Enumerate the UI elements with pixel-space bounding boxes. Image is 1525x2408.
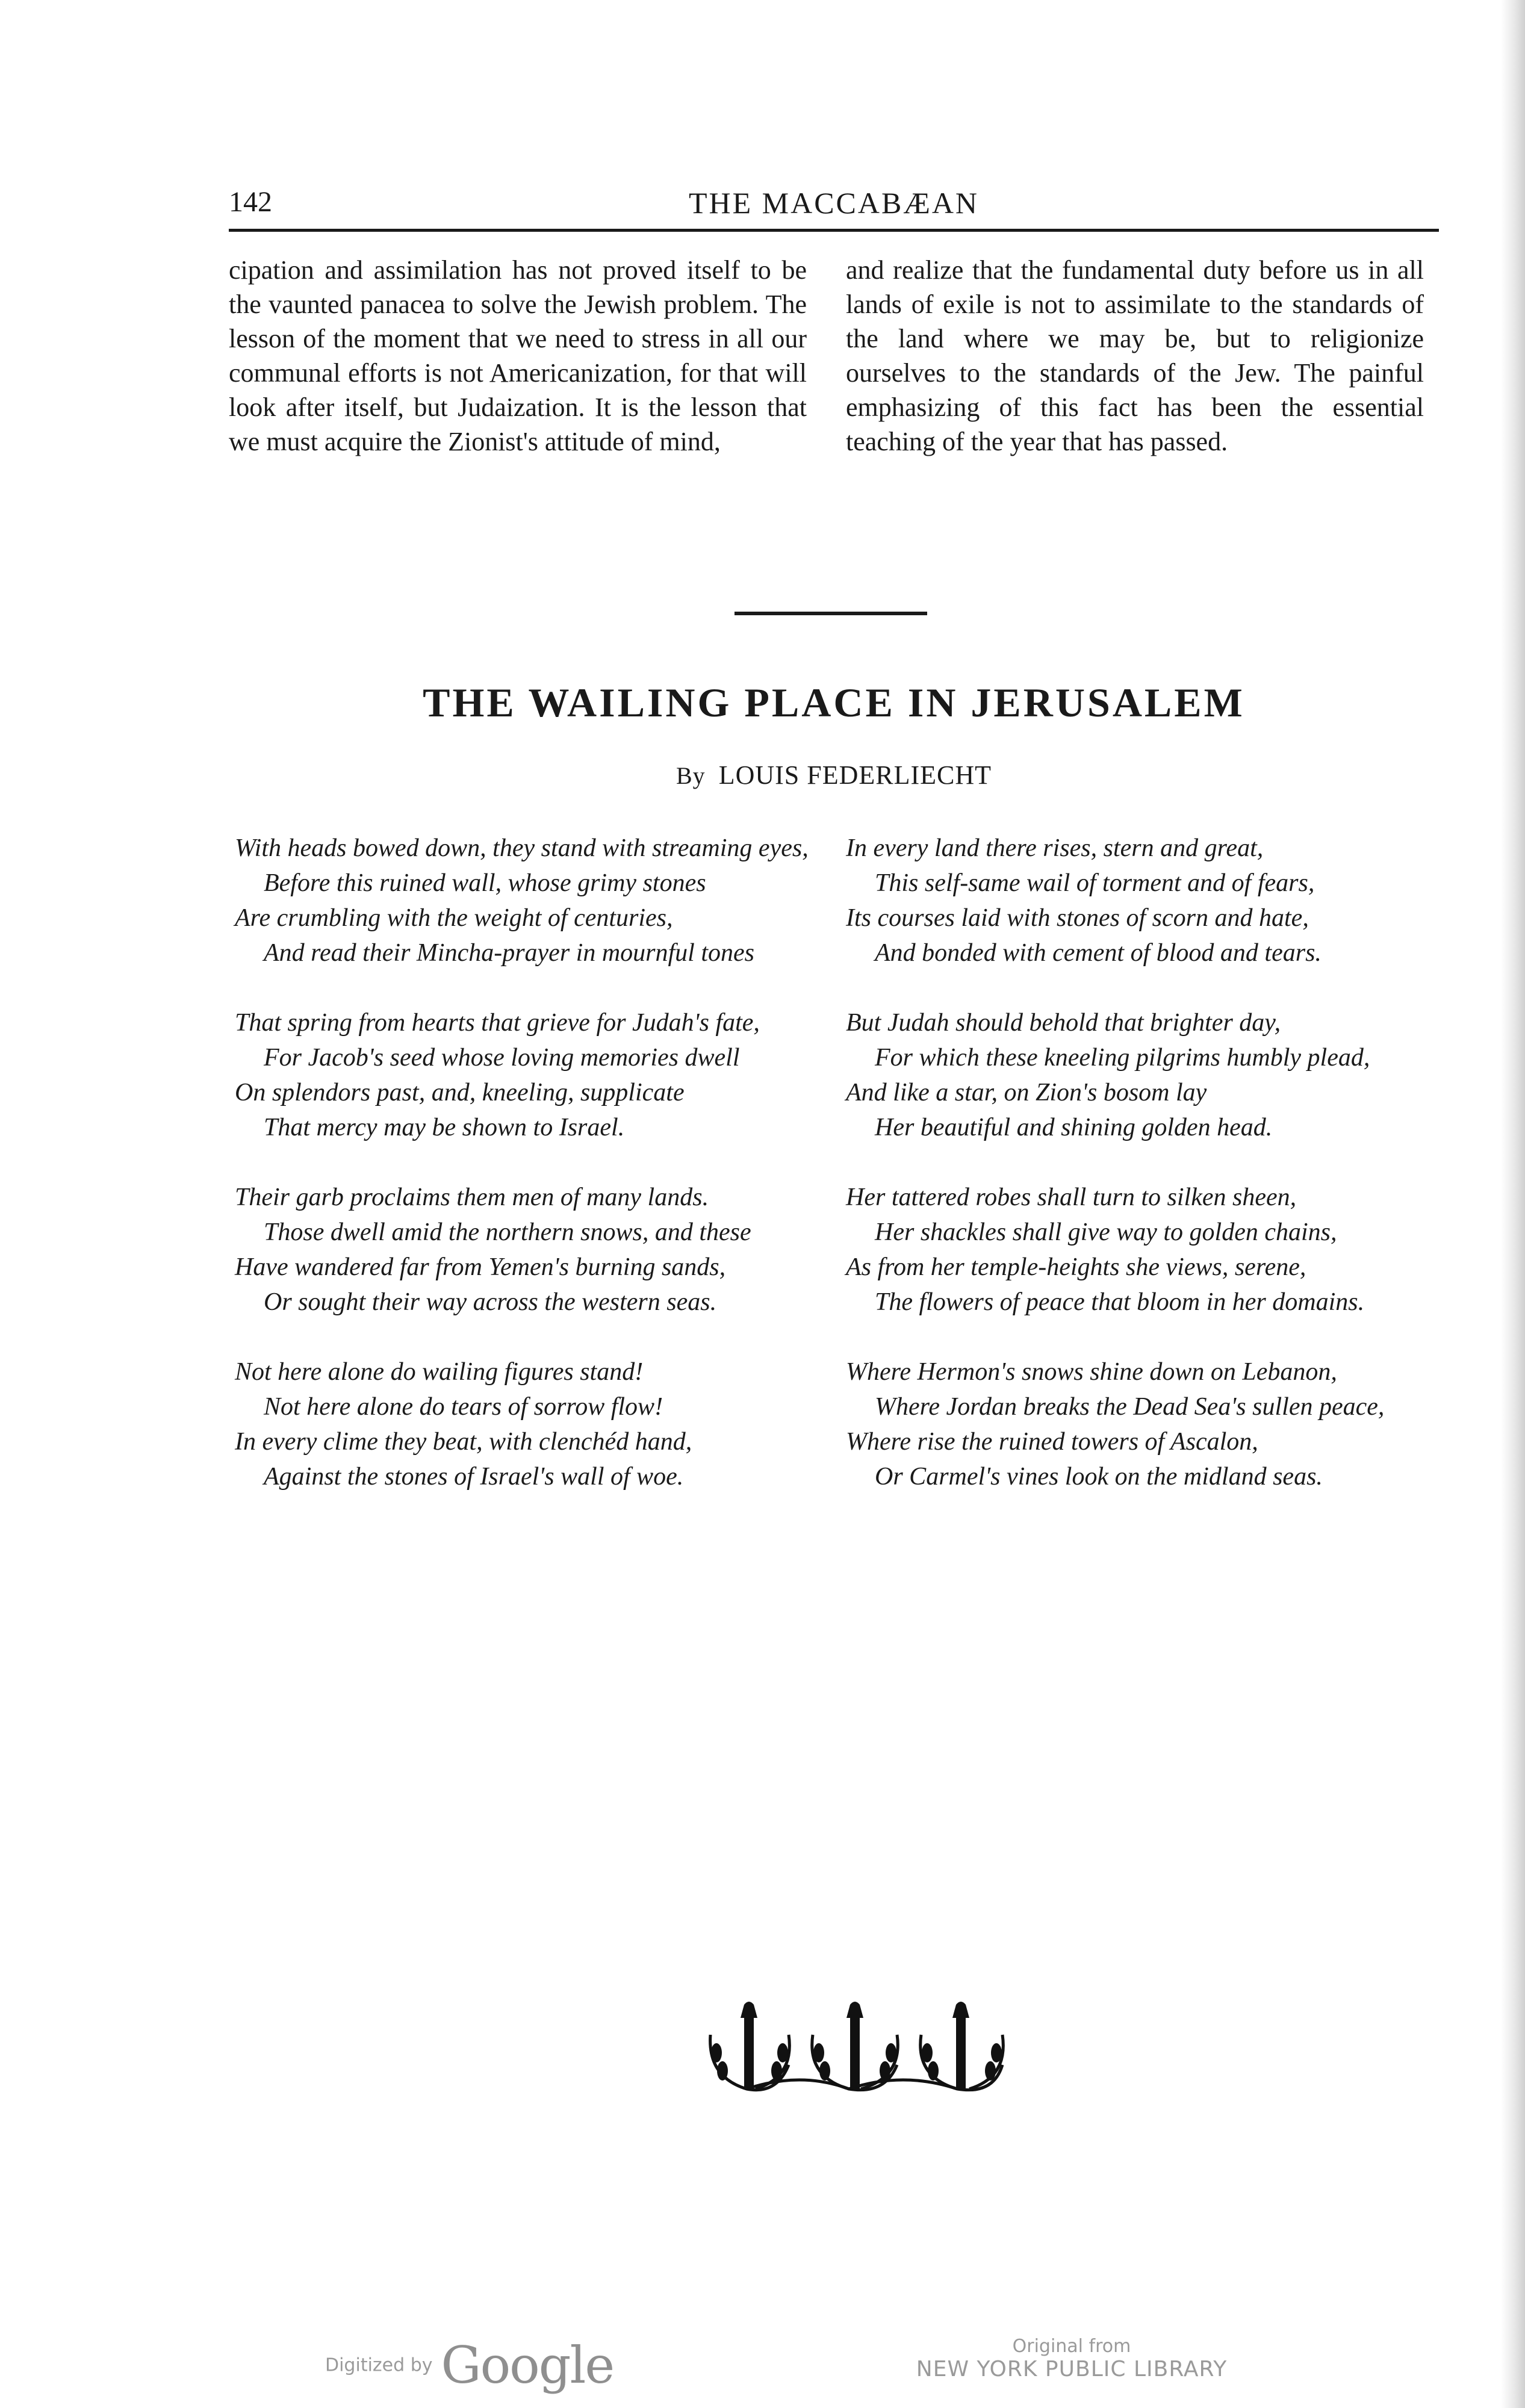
poem-line: Before this ruined wall, whose grimy stones: [264, 869, 706, 897]
poem-line: As from her temple-heights she views, serene,: [846, 1253, 1306, 1281]
page-number: 142: [229, 186, 272, 218]
original-from-label: Original from: [1012, 2336, 1131, 2357]
poem-line: Or Carmel's vines look on the midland seas.: [875, 1463, 1323, 1491]
poem-line: With heads bowed down, they stand with streaming eyes,: [235, 834, 809, 862]
poem-line: The flowers of peace that bloom in her domains.: [875, 1288, 1365, 1316]
poem-left-column: [235, 831, 831, 1529]
poem-line: Her tattered robes shall turn to silken sheen,: [846, 1184, 1297, 1211]
google-logo-text: Google: [441, 2336, 614, 2395]
stanza: [235, 1180, 831, 1320]
stanza: [846, 1005, 1442, 1145]
poem-line: And bonded with cement of blood and tears.: [875, 939, 1322, 967]
poem-line: For Jacob's seed whose loving memories dwell: [264, 1044, 740, 1072]
stanza: [846, 831, 1442, 970]
poem-line: Have wandered far from Yemen's burning sands,: [235, 1253, 726, 1281]
poem-title: THE WAILING PLACE IN JERUSALEM: [423, 680, 1245, 725]
stanza: [235, 831, 831, 970]
prose-right-column: and realize that the fundamental duty before us in all lands of exile is not to assimilate to the standards of the land where we may be, but to religionize ourselves to the standards of the Jew. The painful emphasizing of this fact has been the essential teaching of the year that has passed.: [846, 255, 1424, 456]
poem-line: This self-same wail of torment and of fears,: [875, 869, 1315, 897]
google-watermark: [325, 2336, 614, 2395]
poem-line: Where Hermon's snows shine down on Lebanon,: [846, 1358, 1337, 1386]
poem-line: Its courses laid with stones of scorn and hate,: [846, 904, 1309, 932]
poem-line: Or sought their way across the western seas.: [264, 1288, 717, 1316]
poem-line: That spring from hearts that grieve for Judah's fate,: [235, 1009, 760, 1037]
poem-right-column: [846, 831, 1442, 1529]
poem-line: Those dwell amid the northern snows, and these: [264, 1218, 751, 1246]
torch-wreath-ornament-icon: [698, 1999, 1011, 2101]
page-edge-shadow: [1501, 0, 1525, 2408]
stanza: [846, 1180, 1442, 1320]
poem-line: For which these kneeling pilgrims humbly plead,: [875, 1044, 1370, 1072]
poem-line: On splendors past, and, kneeling, supplicate: [235, 1079, 685, 1106]
library-name: NEW YORK PUBLIC LIBRARY: [916, 2357, 1228, 2382]
author-name: LOUIS FEDERLIECHT: [718, 760, 992, 790]
running-header: [229, 181, 1439, 229]
stanza: [235, 1005, 831, 1145]
poem-line: Her beautiful and shining golden head.: [875, 1114, 1273, 1141]
byline: [229, 760, 1439, 790]
poem-line: And like a star, on Zion's bosom lay: [846, 1079, 1207, 1106]
poem-line: Their garb proclaims them men of many lands.: [235, 1184, 709, 1211]
stanza: [235, 1354, 831, 1494]
journal-title: THE MACCABÆAN: [688, 186, 980, 220]
section-divider: [735, 612, 927, 615]
poem-line: Are crumbling with the weight of centuries,: [235, 904, 673, 932]
prose-left-column: cipation and assimilation has not proved itself to be the vaunted panacea to solve the Jewish problem. The lesson of the moment that we need to stress in all our communal efforts is not Americanization, for that will look after itself, but Judaization. It is the lesson that we must acquire the Zionist's attitude of mind,: [229, 255, 807, 456]
poem-line: Where rise the ruined towers of Ascalon,: [846, 1428, 1258, 1456]
stanza: [846, 1354, 1442, 1494]
poem-line: And read their Mincha-prayer in mournful tones: [264, 939, 755, 967]
poem-line: Where Jordan breaks the Dead Sea's sullen peace,: [875, 1393, 1385, 1421]
library-watermark: [903, 2336, 1240, 2382]
digitized-by-label: Digitized by: [325, 2354, 433, 2376]
poem-line: Not here alone do wailing figures stand!: [235, 1358, 644, 1386]
poem-line: In every land there rises, stern and great,: [846, 834, 1264, 862]
poem-line: In every clime they beat, with clenchéd hand,: [235, 1428, 692, 1456]
poem-line: Against the stones of Israel's wall of woe.: [264, 1463, 684, 1491]
poem-line: But Judah should behold that brighter day,: [846, 1009, 1281, 1037]
poem-line: Her shackles shall give way to golden chains,: [875, 1218, 1337, 1246]
poem-line: That mercy may be shown to Israel.: [264, 1114, 625, 1141]
byline-by: By: [676, 762, 706, 789]
poem-line: Not here alone do tears of sorrow flow!: [264, 1393, 663, 1421]
header-rule: [229, 229, 1439, 232]
